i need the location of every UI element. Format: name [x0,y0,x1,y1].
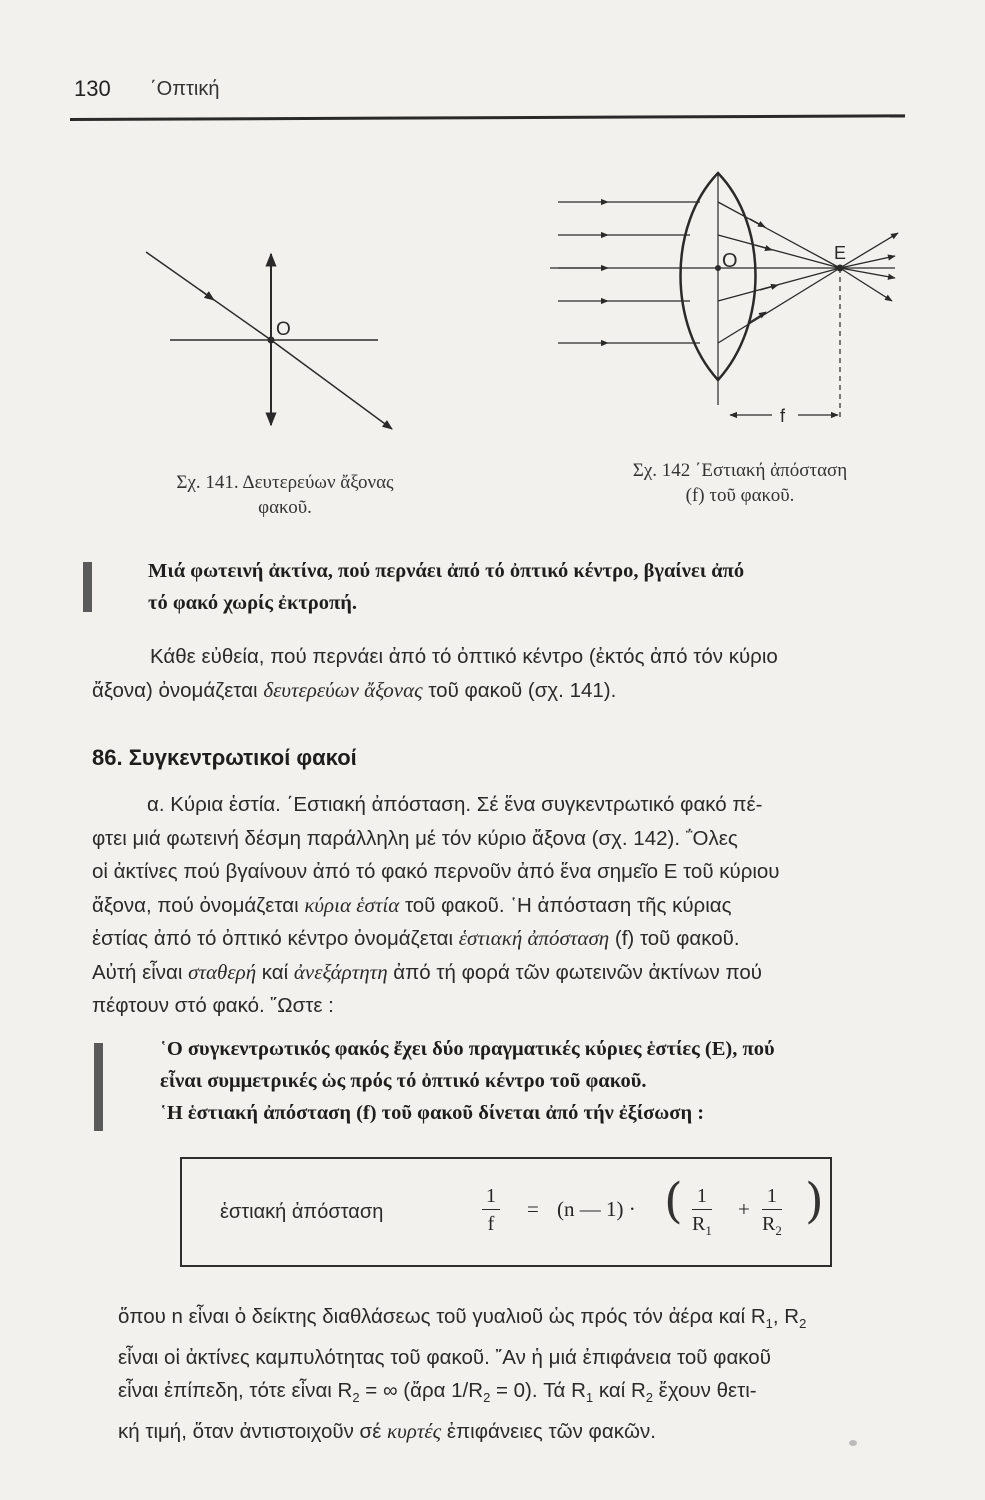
right-parenthesis: ) [805,1173,824,1229]
optical-center-label: O [722,250,738,272]
optical-center-dot [268,337,275,344]
para3-line2: εἶναι οἱ ἀκτίνες καμπυλότητας τοῦ φακοῦ. ῎Αν ἡ μιά ἐπιφάνεια τοῦ φακοῦ [118,1345,771,1369]
lhs-fraction [482,1183,500,1238]
rule-1-line2: τό φακό χωρίς ἐκτροπή. [148,592,357,614]
figure-142-diagram [550,165,910,430]
subscript: 2 [799,1316,807,1332]
plus-sign: + [738,1197,750,1221]
term-1-numerator: 1 [692,1183,712,1210]
para2-text: ἀπό τή φορά τῶν φωτεινῶν ἀκτίνων πού [387,960,762,984]
r-symbol: R [692,1213,706,1235]
para2-text: Αὐτή εἶναι [92,960,189,984]
para2-line4 [92,889,938,923]
rule-1-line1: Μιά φωτεινή ἀκτίνα, πού περνάει ἀπό τό ὀπτικό κέντρο, βγαίνει ἀπό [148,560,745,582]
figure-142-caption [575,458,905,508]
focus-point [837,265,844,272]
figure-142 [550,165,910,430]
page-smudge [849,1440,857,1446]
secondary-axis-outgoing [271,340,392,429]
para3-text: ἐπιφάνειες τῶν φακῶν. [441,1419,656,1443]
para2-text: τοῦ φακοῦ. ῾Η ἀπόσταση τῆς κύριας [399,893,732,917]
paragraph-refractive-index [118,1300,940,1448]
equals-sign: = [527,1197,539,1221]
diverging-ray [840,256,895,268]
para2-text: ἑστίας ἀπό τό ὀπτικό κέντρο ὀνομάζεται [92,927,459,950]
rule-1-bar [83,562,92,612]
left-parenthesis: ( [664,1173,683,1229]
subscript: 2 [352,1390,360,1406]
figure-142-caption-line2: (f) τοῦ φακοῦ. [685,485,795,506]
para3-text: εἶναι ἐπίπεδη, τότε εἶναι R [118,1379,353,1403]
f-dimension-label: f [780,406,786,426]
refracted-ray [718,268,840,301]
term-1-denominator [692,1210,712,1245]
header-rule [70,114,905,121]
refracted-ray-arrow [760,285,778,290]
rule-2-line3: ῾Η ἑστιακή ἀπόσταση (f) τοῦ φακοῦ δίνεται ἀπό τήν ἐξίσωση : [160,1102,705,1124]
figure-142-caption-line1: Σχ. 142 ΄Εστιακή ἀπόσταση [632,460,848,481]
para3-text: = ∞ (ἄρα 1/R [359,1379,484,1403]
term-focal-length: ἑστιακή ἀπόσταση [458,926,610,950]
para2-line1: α. Κύρια ἑστία. ΄Εστιακή ἀπόσταση. Σέ ἕνα συγκεντρωτικό φακό πέ- [147,793,763,816]
formula-label: ἑστιακή ἀπόσταση [220,1201,384,1223]
optical-center-dot [715,265,721,271]
figure-141 [140,240,410,440]
rule-2-line2: εἶναι συμμετρικές ὡς πρός τό ὀπτικό κέντρο τοῦ φακοῦ. [160,1070,647,1092]
r-symbol: R [762,1213,776,1235]
para3-text: ὅπου n εἶναι ὁ δείκτης διαθλάσεως τοῦ γυαλιοῦ ὡς πρός τόν ἀέρα καί R [118,1305,766,1328]
rule-2 [160,1033,940,1129]
para1-line2 [92,674,938,708]
subscript: 2 [645,1390,653,1406]
term-1-fraction [692,1183,712,1245]
para3-line1 [118,1300,940,1341]
paragraph-secondary-axis [92,640,938,707]
lhs-denominator: f [487,1213,495,1235]
para3-line4 [118,1415,940,1449]
paragraph-focus [92,788,938,1023]
figure-141-caption-line2: φακοῦ. [258,497,312,518]
n-minus-one-factor: (n — 1) · [557,1197,636,1221]
subscript: 1 [705,1223,712,1238]
para2-line2: φτει μιά φωτεινή δέσμη παράλληλη μέ τόν κύριο ἄξονα (σχ. 142). ΅Ολες [92,826,738,850]
para3-text: ἔχουν θετι- [652,1379,757,1403]
refracted-ray-arrow [750,219,765,227]
refracted-ray [718,268,840,343]
focal-length-formula [180,1157,832,1267]
para2-text: (f) τοῦ φακοῦ. [609,927,740,950]
running-title: ΄Οπτική [150,78,220,100]
para2-line5 [92,922,938,956]
para2-line6 [92,956,938,990]
term-convex: κυρτές [387,1418,442,1443]
para1-text: τοῦ φακοῦ (σχ. 141). [422,678,617,702]
para2-line7: πέφτουν στό φακό. ῞Ωστε : [92,994,334,1017]
subscript: 2 [775,1223,782,1238]
para2-text: καί [256,960,294,984]
term-constant: σταθερή [188,959,257,984]
page-number: 130 [74,76,111,101]
subscript: 1 [585,1390,594,1406]
figure-141-caption [135,470,435,520]
figure-141-diagram [140,240,410,440]
rule-2-bar [94,1043,103,1131]
lhs-numerator: 1 [482,1183,500,1210]
para3-text: , R [772,1305,800,1328]
refracted-ray-arrow [755,245,772,250]
rule-2-line1: ῾Ο συγκεντρωτικός φακός ἔχει δύο πραγματικές κύριες ἑστίες (Ε), πού [160,1038,775,1060]
diverging-ray [840,233,898,268]
term-2-numerator: 1 [762,1183,782,1210]
optical-center-label: O [276,319,291,340]
subscript: 1 [765,1316,773,1332]
term-2-denominator [762,1210,782,1245]
para1-line1: Κάθε εὐθεία, πού περνάει ἀπό τό ὀπτικό κέντρο (ἐκτός ἀπό τόν κύριο [150,645,778,668]
para3-text: = 0). Τά R [490,1379,586,1403]
para3-line3 [118,1374,940,1415]
focus-label: E [834,243,847,263]
para3-text: καί R [593,1379,646,1403]
rule-1 [148,555,938,619]
term-independent: ἀνεξάρτητη [293,959,388,984]
figure-141-caption-line1: Σχ. 141. Δευτερεύων ἄξονας [176,472,394,493]
para1-text: ἄξονα) ὀνομάζεται [92,678,264,702]
section-heading: 86. Συγκεντρωτικοί φακοί [92,745,357,770]
para3-text: κή τιμή, ὅταν ἀντιστοιχοῦν σέ [118,1419,388,1443]
para2-text: ἄξονα, πού ὀνομάζεται [92,893,305,917]
incoming-ray-arrow [200,290,214,300]
term-2-fraction [762,1183,782,1245]
subscript: 2 [483,1390,491,1406]
para2-line3: οἱ ἀκτίνες πού βγαίνουν ἀπό τό φακό περνοῦν ἀπό ἕνα σημεῖο Ε τοῦ κύριου [92,860,780,883]
term-secondary-axis: δευτερεύων ἄξονας [263,677,423,702]
term-principal-focus: κύρια ἑστία [304,892,400,917]
